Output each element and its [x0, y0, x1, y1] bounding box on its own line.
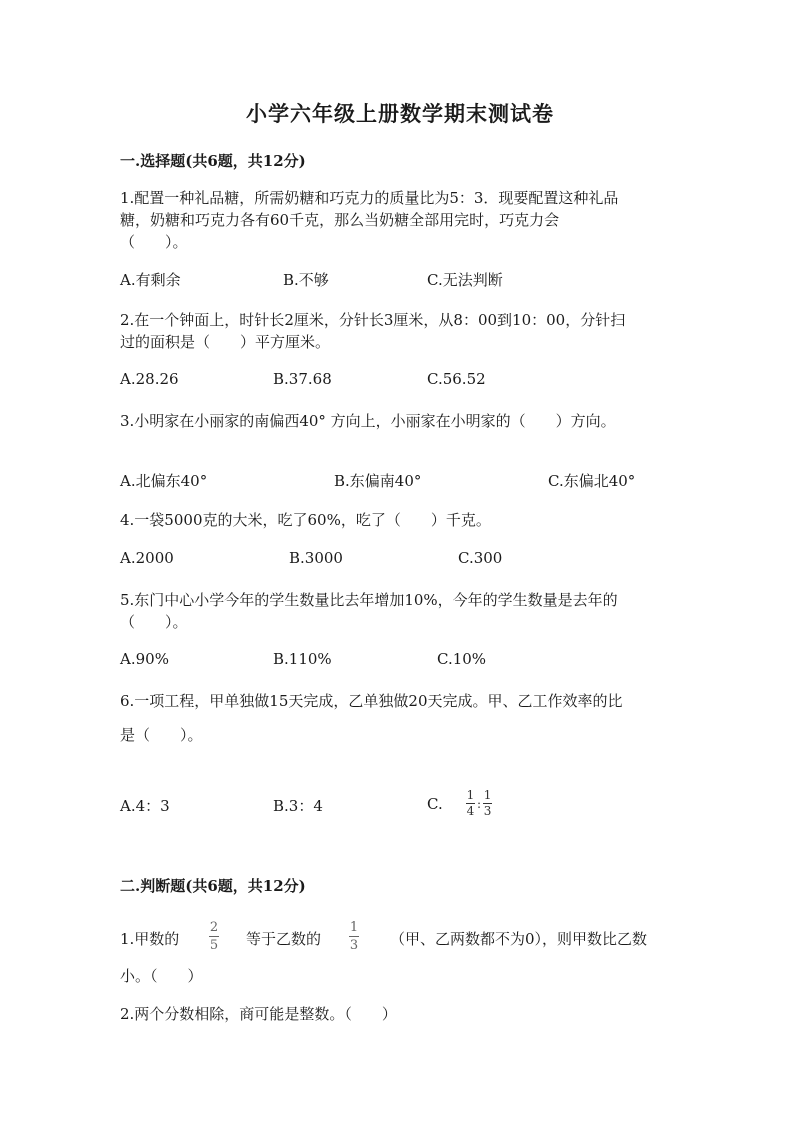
question-line: 4.一袋5000克的大米，吃了60%，吃了（ ）千克。 [120, 511, 491, 529]
ratio-colon: : [477, 796, 482, 811]
fraction [349, 920, 359, 953]
question-line: 3.小明家在小丽家的南偏西40° 方向上，小丽家在小明家的（ ）方向。 [120, 412, 616, 430]
option-a[interactable]: A.28.26 [120, 370, 179, 388]
question-5 [120, 589, 618, 633]
question-line: 5.东门中心小学今年的学生数量比去年增加10%，今年的学生数量是去年的 [120, 591, 618, 609]
judge-question-1-middle: 等于乙数的 [246, 930, 322, 948]
option-c[interactable]: C.56.52 [427, 370, 486, 388]
fraction [483, 789, 492, 818]
judge-question-2: 2.两个分数相除，商可能是整数。（ ） [120, 1005, 397, 1023]
option-c[interactable]: C.东偏北40° [548, 472, 636, 490]
denominator: 5 [209, 938, 219, 953]
option-b[interactable]: B.不够 [283, 271, 329, 289]
fraction [209, 920, 219, 953]
question-line: 1.配置一种礼品糖，所需奶糖和巧克力的质量比为5：3．现要配置这种礼品 [120, 189, 619, 207]
option-a[interactable]: A.4：3 [120, 797, 170, 815]
question-line: （ ）。 [120, 233, 188, 251]
judge-question-1-suffix: （甲、乙两数都不为0），则甲数比乙数 [390, 930, 648, 948]
option-a[interactable]: A.北偏东40° [120, 472, 208, 490]
denominator: 4 [466, 804, 475, 818]
denominator: 3 [349, 938, 359, 953]
numerator: 1 [466, 788, 475, 802]
option-b[interactable]: B.东偏南40° [334, 472, 422, 490]
question-3 [120, 410, 616, 432]
page-title: 小学六年级上册数学期末测试卷 [246, 101, 554, 126]
fraction-bar [349, 936, 359, 937]
judge-question-1-line-2: 小。（ ） [120, 967, 203, 985]
denominator: 3 [483, 804, 492, 818]
question-line: 2.在一个钟面上，时针长2厘米，分针长3厘米，从8：00到10：00，分针扫 [120, 311, 626, 329]
question-6-line-2: 是（ ）。 [120, 726, 203, 744]
question-1 [120, 187, 618, 253]
numerator: 2 [209, 920, 219, 935]
option-a[interactable]: A.有剩余 [120, 271, 181, 289]
fraction [466, 789, 475, 818]
judge-question-1-prefix: 1.甲数的 [120, 930, 180, 948]
option-c[interactable]: C.无法判断 [427, 271, 503, 289]
section-heading-judge: 二.判断题(共6题，共12分) [120, 877, 306, 895]
option-a[interactable]: A.2000 [120, 549, 174, 567]
question-4 [120, 509, 491, 531]
option-b[interactable]: B.110% [273, 650, 332, 668]
ratio-fraction [466, 789, 492, 818]
option-a[interactable]: A.90% [120, 650, 169, 668]
section-heading-choice: 一.选择题(共6题，共12分) [120, 152, 306, 170]
fraction-bar [209, 936, 219, 937]
option-b[interactable]: B.3：4 [273, 797, 323, 815]
question-line: 糖，奶糖和巧克力各有60千克，那么当奶糖全部用完时，巧克力会 [120, 211, 560, 229]
question-2 [120, 309, 625, 353]
option-c[interactable]: C. [427, 795, 443, 813]
question-6-line-1: 6.一项工程，甲单独做15天完成，乙单独做20天完成。甲、乙工作效率的比 [120, 692, 623, 710]
numerator: 1 [349, 920, 359, 935]
question-line: （ ）。 [120, 613, 188, 631]
option-b[interactable]: B.3000 [289, 549, 343, 567]
question-line: 过的面积是（ ）平方厘米。 [120, 333, 331, 351]
numerator: 1 [483, 788, 492, 802]
option-c[interactable]: C.300 [458, 549, 503, 567]
option-b[interactable]: B.37.68 [273, 370, 332, 388]
option-c[interactable]: C.10% [437, 650, 487, 668]
